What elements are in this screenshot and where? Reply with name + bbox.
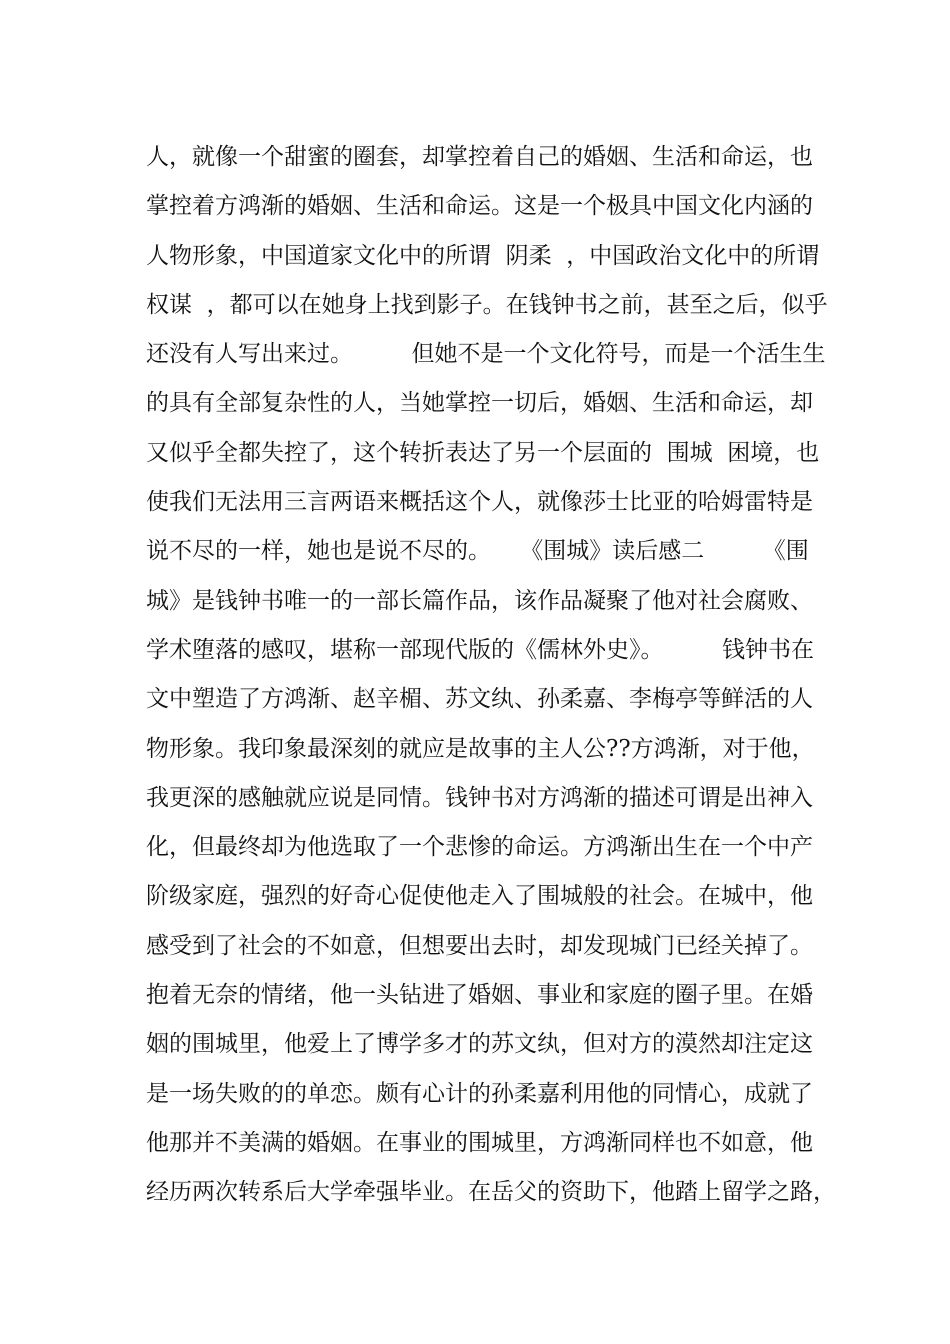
text-line: 姻的围城里，他爱上了博学多才的苏文纨，但对方的漠然却注定这 [146, 1031, 813, 1058]
text-line: 掌控着方鸿渐的婚姻、生活和命运。这是一个极具中国文化内涵的 [146, 193, 813, 220]
text-line: 抱着无奈的情绪，他一头钻进了婚姻、事业和家庭的圈子里。在婚 [146, 982, 813, 1009]
text-line: 是一场失败的的单恋。颇有心计的孙柔嘉利用他的同情心，成就了 [146, 1080, 813, 1107]
text-line: 感受到了社会的不如意，但想要出去时，却发现城门已经关掉了。 [146, 932, 813, 959]
text-line: 的具有全部复杂性的人，当她掌控一切后，婚姻、生活和命运，却 [146, 390, 813, 417]
text-line: 说不尽的一样，她也是说不尽的。 《围城》读后感二 《围 [146, 538, 809, 565]
text-line: 化，但最终却为他选取了一个悲惨的命运。方鸿渐出生在一个中产 [146, 834, 813, 861]
text-line: 经历两次转系后大学牵强毕业。在岳父的资助下，他踏上留学之路， [146, 1179, 836, 1206]
text-line: 物形象。我印象最深刻的就应是故事的主人公??方鸿渐，对于他， [146, 735, 815, 762]
text-line: 人物形象，中国道家文化中的所谓 阴柔 ，中国政治文化中的所谓 [146, 242, 820, 269]
text-line: 我更深的感触就应说是同情。钱钟书对方鸿渐的描述可谓是出神入 [146, 784, 813, 811]
text-line: 权谋 ，都可以在她身上找到影子。在钱钟书之前，甚至之后，似乎 [146, 291, 828, 318]
text-line: 学术堕落的感叹，堪称一部现代版的《儒林外史》。 钱钟书在 [146, 636, 814, 663]
body-text [146, 133, 846, 1218]
text-line: 城》是钱钟书唯一的一部长篇作品，该作品凝聚了他对社会腐败、 [146, 587, 813, 614]
text-line: 他那并不美满的婚姻。在事业的围城里，方鸿渐同样也不如意，他 [146, 1129, 813, 1156]
text-line: 使我们无法用三言两语来概括这个人，就像莎士比亚的哈姆雷特是 [146, 489, 813, 516]
text-line: 又似乎全都失控了，这个转折表达了另一个层面的 围城 困境，也 [146, 439, 820, 466]
text-line: 文中塑造了方鸿渐、赵辛楣、苏文纨、孙柔嘉、李梅亭等鲜活的人 [146, 686, 813, 713]
text-line: 人，就像一个甜蜜的圈套，却掌控着自己的婚姻、生活和命运，也 [146, 144, 813, 170]
text-line: 阶级家庭，强烈的好奇心促使他走入了围城般的社会。在城中，他 [146, 883, 813, 910]
text-line: 还没有人写出来过。 但她不是一个文化符号，而是一个活生生 [146, 341, 826, 368]
